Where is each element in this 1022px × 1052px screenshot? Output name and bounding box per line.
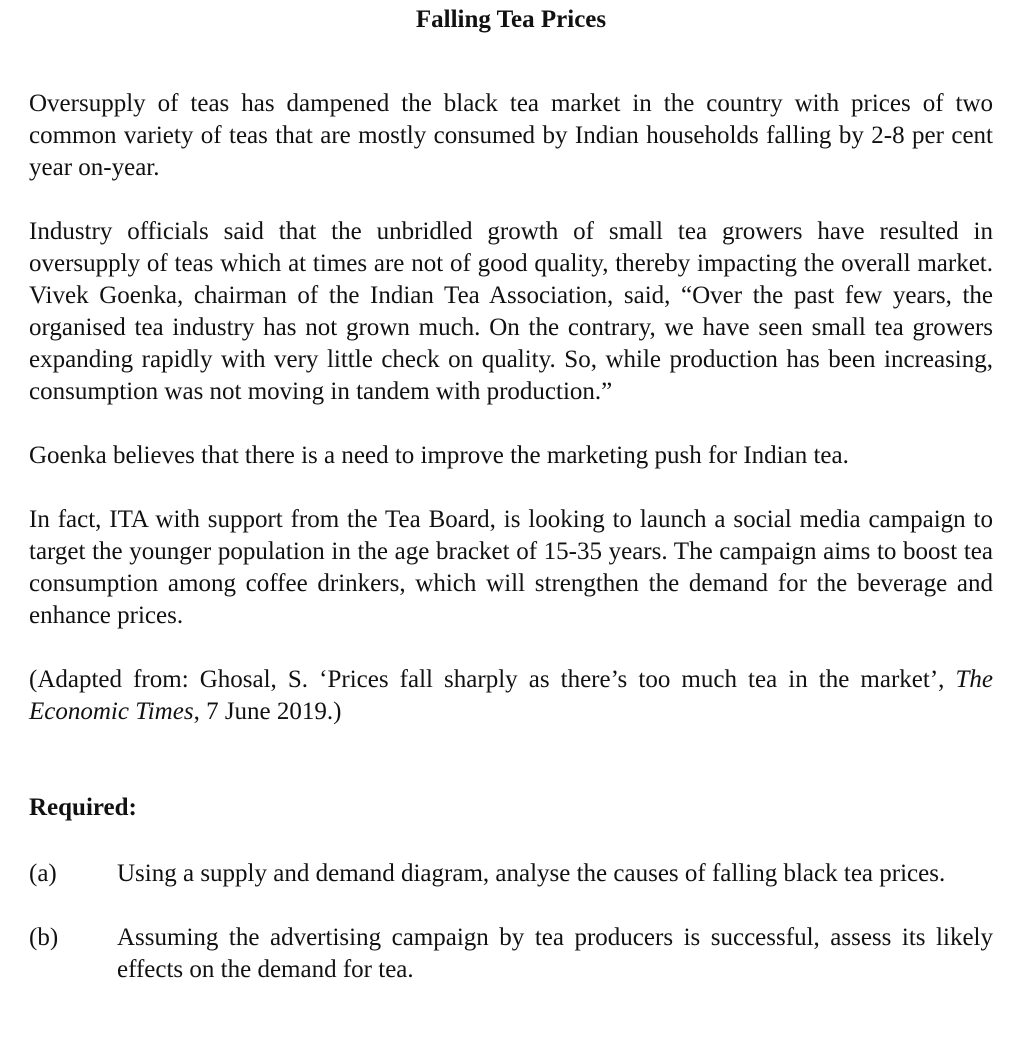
source-citation bbox=[29, 664, 993, 728]
question-a bbox=[29, 858, 993, 890]
document-title: Falling Tea Prices bbox=[415, 6, 607, 33]
paragraph-ita-campaign: In fact, ITA with support from the Tea Board, is looking to launch a social media campaign to target the younger population in the age bracket of 15-35 years. The campaign aims to boost tea consumption among coffee drinkers, which will strengthen the demand for the beverage and enhance prices. bbox=[29, 506, 993, 629]
question-b-label: (b) bbox=[29, 924, 59, 951]
question-b-text: Assuming the advertising campaign by tea producers is successful, assess its likely effects on the demand for tea. bbox=[117, 924, 993, 983]
source-suffix: , 7 June 2019.) bbox=[193, 698, 342, 725]
paragraph-goenka-marketing: Goenka believes that there is a need to improve the marketing push for Indian tea. bbox=[29, 442, 849, 469]
question-a-text: Using a supply and demand diagram, analyse the causes of falling black tea prices. bbox=[117, 860, 946, 887]
paragraph-industry-officials: Industry officials said that the unbridled growth of small tea growers have resulted in oversupply of teas which at times are not of good quality, thereby impacting the overall market. Vivek Goenka, chairman of the Indian Tea Association, said, “Over the past few years, the organised tea industry has not grown much. On the contrary, we have seen small tea growers expanding rapidly with very little check on quality. So, while production has been increasing, consumption was not moving in tandem with production.” bbox=[29, 218, 993, 405]
question-b bbox=[29, 922, 993, 986]
source-publication: The Economic Times bbox=[29, 666, 993, 725]
required-heading: Required: bbox=[29, 794, 137, 821]
source-prefix: (Adapted from: Ghosal, S. ‘Prices fall sharply as there’s too much tea in the market’, bbox=[29, 666, 945, 693]
paragraph-oversupply: Oversupply of teas has dampened the black tea market in the country with prices of two common variety of teas that are mostly consumed by Indian households falling by 2-8 per cent year on-year. bbox=[29, 90, 993, 181]
question-a-label: (a) bbox=[29, 860, 57, 887]
document-page bbox=[29, 0, 993, 986]
